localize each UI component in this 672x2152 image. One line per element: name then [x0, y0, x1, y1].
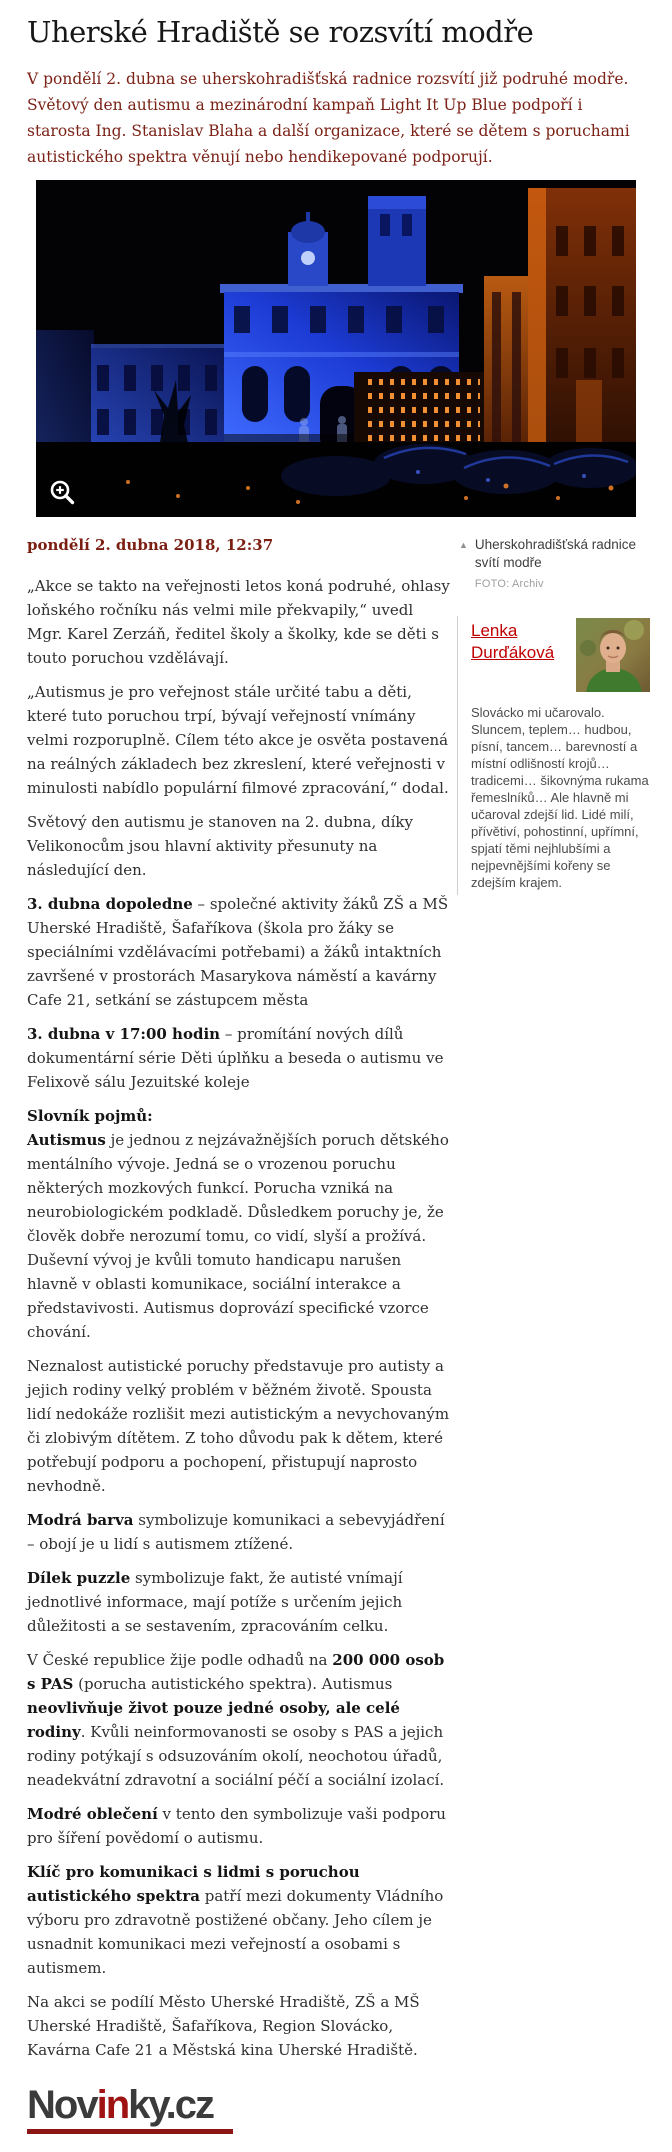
novinky-logo[interactable] [27, 2084, 233, 2134]
author-box [457, 616, 650, 895]
article-paragraph: „Autismus je pro veřejnost stále určité tabu a děti, které tuto poruchou trpí, bývají veřejností vnímány velmi rozporuplně. Cílem této akce je osvěta postavená na reálných základech bez zkreslení, které veřejnosti v minulosti nabídlo populární filmové zpracování,“ dodal. [27, 683, 449, 797]
article-paragraph: „Akce se takto na veřejnosti letos koná podruhé, ohlasy loňského ročníku nás velmi mile překvapily,“ uvedl Mgr. Karel Zerzáň, ředitel školy a školky, kde se děti s touto poruchou vzdělávají. [27, 577, 450, 667]
article-paragraph: V České republice žije podle odhadů na 200 000 osob s PAS (porucha autistického spektra). Autismus neovlivňuje život pouze jedné osoby, ale celé rodiny. Kvůli neinformovanosti se osoby s PAS a jejich rodiny potýkají s odsuzováním okolí, neochotou úřadů, neadekvátní zdravotní a sociální péčí a sociální izolací. [27, 1651, 445, 1789]
logo-underline [27, 2129, 233, 2134]
article-paragraph: Na akci se podílí Město Uherské Hradiště, ZŠ a MŠ Uherské Hradiště, Šafaříkova, Region Slovácko, Kavárna Cafe 21 a Městská kina Uherské Hradiště. [27, 1993, 420, 2059]
photo-caption [457, 536, 650, 590]
caption-text: Uherskohradišťská radnice svítí modře [474, 537, 637, 570]
article-paragraph: Modré oblečení v tento den symbolizuje vaši podporu pro šíření povědomí o autismu. [27, 1805, 446, 1847]
article-page [0, 14, 672, 2152]
article-paragraph: 3. dubna dopoledne – společné aktivity žáků ZŠ a MŠ Uherské Hradiště, Šafaříkova (škola pro žáky se speciálními vzdělávacími potřebami) a žáků intaktních završené v prostorách Masarykova náměstí a kavárny Cafe 21, setkání se zástupcem města [27, 895, 449, 1009]
photo-credit: FOTO: Archiv [474, 578, 544, 590]
article-paragraph: Dílek puzzle symbolizuje fakt, že autisté vnímají jednotlivé informace, mají potíže s určením jejich důležitosti a se sestavením, zpracováním celku. [27, 1569, 403, 1635]
article-paragraph: Modrá barva symbolizuje komunikaci a sebevyjádření – obojí je u lidí s autismem ztížené. [27, 1511, 445, 1553]
article-paragraph: 3. dubna v 17:00 hodin – promítání nových dílů dokumentární série Děti úplňku a beseda o autismu ve Felixově sálu Jezuitské koleje [27, 1025, 444, 1091]
article-paragraph: Světový den autismu je stanoven na 2. dubna, díky Velikonocům jsou hlavní aktivity přesunuty na následující den. [27, 813, 413, 879]
logo-text: Nov [27, 2083, 97, 2127]
article-paragraph: Neznalost autistické poruchy představuje pro autisty a jejich rodiny velký problém v běžném životě. Spousta lidí nedokáže rozlišit mezi autistickým a nevychovaným či zlobivým dítětem. Z toho důvodu pak k dětem, které potřebují podporu a pochopení, přistupují naprosto nevhodně. [27, 1357, 450, 1495]
article-photo[interactable] [36, 180, 636, 517]
publish-date: pondělí 2. dubna 2018, 12:37 [27, 536, 274, 554]
author-photo [576, 618, 650, 692]
article-body [27, 574, 453, 2062]
logo-text-accent: in [96, 2083, 129, 2127]
author-link[interactable]: Lenka Durďáková [471, 621, 555, 662]
caption-arrow-icon: ▲ [459, 540, 468, 550]
article-title: Uherské Hradiště se rozsvítí modře [27, 15, 534, 49]
logo-text: ky.cz [128, 2083, 214, 2127]
author-bio: Slovácko mi učarovalo. Sluncem, teplem… hudbou, písní, tancem… barevností a místní odlišností krojů… tradicemi… šikovnýma rukama řemeslníků… Ale hlavně mi učaroval zdejší lid. Lidé milí, přívětiví, pohostinní, upřímní, spjatí těmi nejhlubšími a nejpevnějšími kořeny se zdejším krajem. [471, 705, 649, 890]
article-paragraph: Klíč pro komunikaci s lidmi s poruchou autistického spektra patří mezi dokumenty Vládního výboru pro zdravotně postižené občany. Jeho cílem je usnadnit komunikaci mezi veřejností a osobami s autismem. [27, 1863, 444, 1977]
article-lead: V pondělí 2. dubna se uherskohradišťská radnice rozsvítí již podruhé modře. Světový den autismu a mezinárodní kampaň Light It Up Blue podpoří i starosta Ing. Stanislav Blaha a další organizace, které se dětem s poruchami autistického spektra věnují nebo hendikepované podporují. [27, 70, 630, 166]
town-hall-night-photo [36, 180, 636, 517]
zoom-in-icon[interactable] [49, 479, 76, 506]
article-paragraph: Slovník pojmů: Autismus je jednou z nejzávažnějších poruch dětského mentálního vývoje. Jedná se o vrozenou poruchu některých mozkových funkcí. Porucha vzniká na neurobiologickém podkladě. Důsledkem poruchy je, že člověk dobře nerozumí tomu, co vidí, slyší a prožívá. Duševní vývoj je kvůli tomuto handicapu narušen hlavně v oblasti komunikace, sociální interakce a představivosti. Autismus doprovází specifické vzorce chování. [27, 1107, 449, 1341]
